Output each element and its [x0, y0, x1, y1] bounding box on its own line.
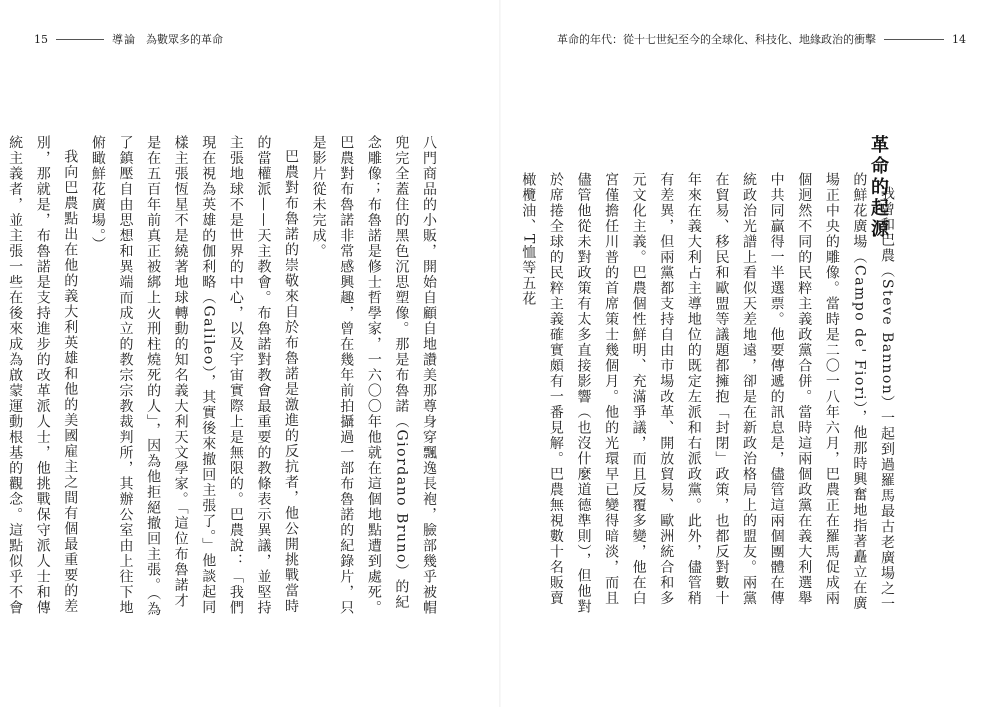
header-rule-left: [56, 39, 104, 40]
left-paragraph-2: 巴農對布魯諾的崇敬來自於布魯諾是激進的反抗者，他公開挑戰當時的當權派——天主教會。布魯諾對教會最重要的教條表示異議，並堅持主張地球不是世界的中心，以及宇宙實際上是無限的。巴農說：「我們現在視為英雄的伽利略（Galileo），其實後來撤回主張了。」他談起同樣主張恆星不是繞著地球轉動的知名義大利天文學家。「這位布魯諾才是在五百年前真正被綁上火刑柱燒死的人」，因為他拒絕撤回主張。（為了鎮壓自由思想和異端而成立的教宗宗教裁判所，其辦公室由上往下地俯瞰鮮花廣場。）: [89, 135, 300, 617]
section-title: 革命的起源: [868, 135, 889, 240]
right-page-body: [520, 172, 900, 617]
book-title: 革命的年代：從十七世紀至今的全球化、科技化、地緣政治的衝擊: [557, 33, 876, 46]
right-paragraph-1: 我曾和巴農（Steve Bannon）一起到過羅馬最古老廣場之一的鮮花廣場（Campo de' Fiori），他那時興奮地指著矗立在廣場正中央的雕像。當時是二〇一八年六月，巴農正在羅馬促成兩個迥然不同的民粹主義政黨合併。當時這兩個政黨在義大利選舉中共同贏得一半選票。他要傳遞的訊息是，儘管這兩個團體在傳統政治光譜上看似天差地遠，卻是在新政治格局上的盟友。兩黨在貿易、移民和歐盟等議題都擁抱「封閉」政策，也都反對數十年來在義大利占主導地位的既定左派和右派政黨。此外，儘管稍有差異，但兩黨都支持自由市場改革、開放貿易、歐洲統合和多元文化主義。巴農個性鮮明、充滿爭議，而且反覆多變，他在白宮僅擔任川普的首席策士幾個月。他的光環早已變得暗淡，而且儘管他從未對政策有太多直接影響（也沒什麼道德準則），但他對於席捲全球的民粹主義確實頗有一番見解。巴農無視數十名販賣橄欖油、T恤等五花: [520, 172, 895, 615]
page-gutter: [499, 0, 501, 707]
right-running-header: [557, 31, 966, 47]
left-running-header: [34, 31, 223, 47]
left-chapter-title: 為數眾多的革命: [146, 33, 223, 46]
left-paragraph-3: 我向巴農點出在他的義大利英雄和他的美國雇主之間有個最重要的差別，那就是，布魯諾是支持進步的改革派人士，他挑戰保守派人士和傳統主義者，並主張一些在後來成為啟蒙運動根基的觀念。這點似乎不會: [7, 135, 79, 616]
left-page-number: 15: [34, 32, 48, 46]
left-paragraph-1: 八門商品的小販，開始自顧自地讚美那尊身穿飄逸長袍，臉部幾乎被帽兜完全蓋住的黑色沉思塑像。那是布魯諾（Giordano Bruno）的紀念雕像；布魯諾是修士哲學家，一六〇〇年他就在這個地點遭到處死。巴農對布魯諾非常感興趣，曾在幾年前拍攝過一部布魯諾的紀錄片，只是影片從未完成。: [310, 135, 437, 616]
header-rule-right: [884, 39, 944, 40]
left-chapter-label: 導論: [112, 33, 136, 46]
left-page-body: [7, 135, 442, 617]
right-page-number: 14: [952, 32, 966, 46]
